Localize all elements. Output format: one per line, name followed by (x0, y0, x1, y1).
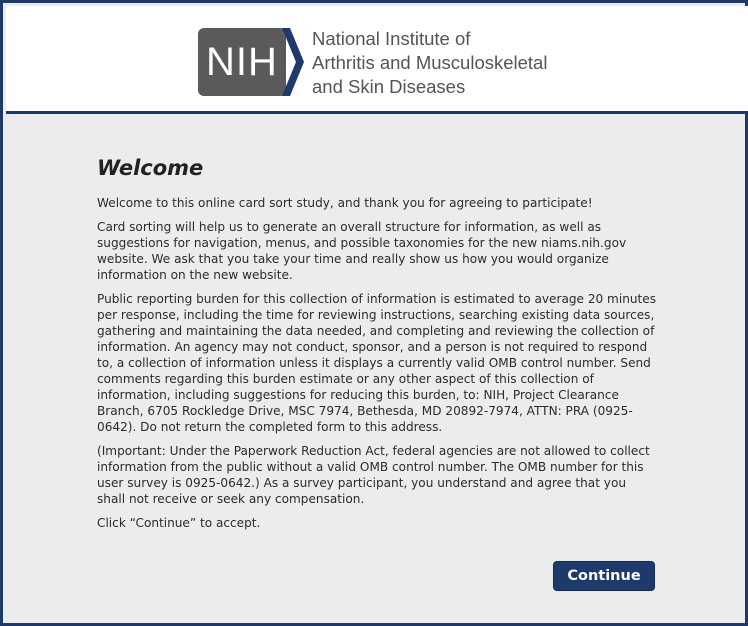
header (6, 6, 748, 114)
welcome-content (97, 153, 657, 539)
org-name (312, 27, 547, 99)
nih-logo-mark (198, 28, 308, 98)
org-name-line-3: and Skin Diseases (312, 76, 466, 97)
accept-instruction: Click “Continue” to accept. (97, 516, 261, 530)
card-sorting-paragraph: Card sorting will help us to generate an overall structure for information, as well as suggestions for navigation, menus, and possible taxonomies for the new niams.nih.gov website. We ask that you take your time and really show us how you would organize information on the new website. (97, 220, 627, 282)
nih-chevron-icon (282, 28, 304, 96)
paperwork-act-paragraph: (Important: Under the Paperwork Reduction Act, federal agencies are not allowed to collect information from the public without a valid OMB control number. The OMB number for this user survey is 0925-0642.) As a survey participant, you understand and agree that you shall not receive or seek any compensation. (97, 444, 650, 506)
page-title: Welcome (97, 156, 204, 180)
org-name-line-2: Arthritis and Musculoskeletal (312, 52, 548, 73)
welcome-paragraph: Welcome to this online card sort study, and thank you for agreeing to participate! (97, 196, 593, 210)
nih-logo-box: NIH (198, 28, 286, 96)
continue-button[interactable]: Continue (553, 561, 655, 591)
niams-logo (198, 27, 547, 99)
burden-statement-paragraph: Public reporting burden for this collection of information is estimated to average 20 minutes per response, including the time for reviewing instructions, searching existing data sources, gathering and maintaining the data needed, and completing and reviewing the collection of information. An agency may not conduct, sponsor, and a person is not required to respond to, a collection of information unless it displays a currently valid OMB control number. Send comments regarding this burden estimate or any other aspect of this collection of information, including suggestions for reducing this burden, to: NIH, Project Clearance Branch, 6705 Rockledge Drive, MSC 7974, Bethesda, MD 20892-7974, ATTN: PRA (0925-0642). Do not return the completed form to this address. (97, 292, 657, 434)
org-name-line-1: National Institute of (312, 28, 471, 49)
